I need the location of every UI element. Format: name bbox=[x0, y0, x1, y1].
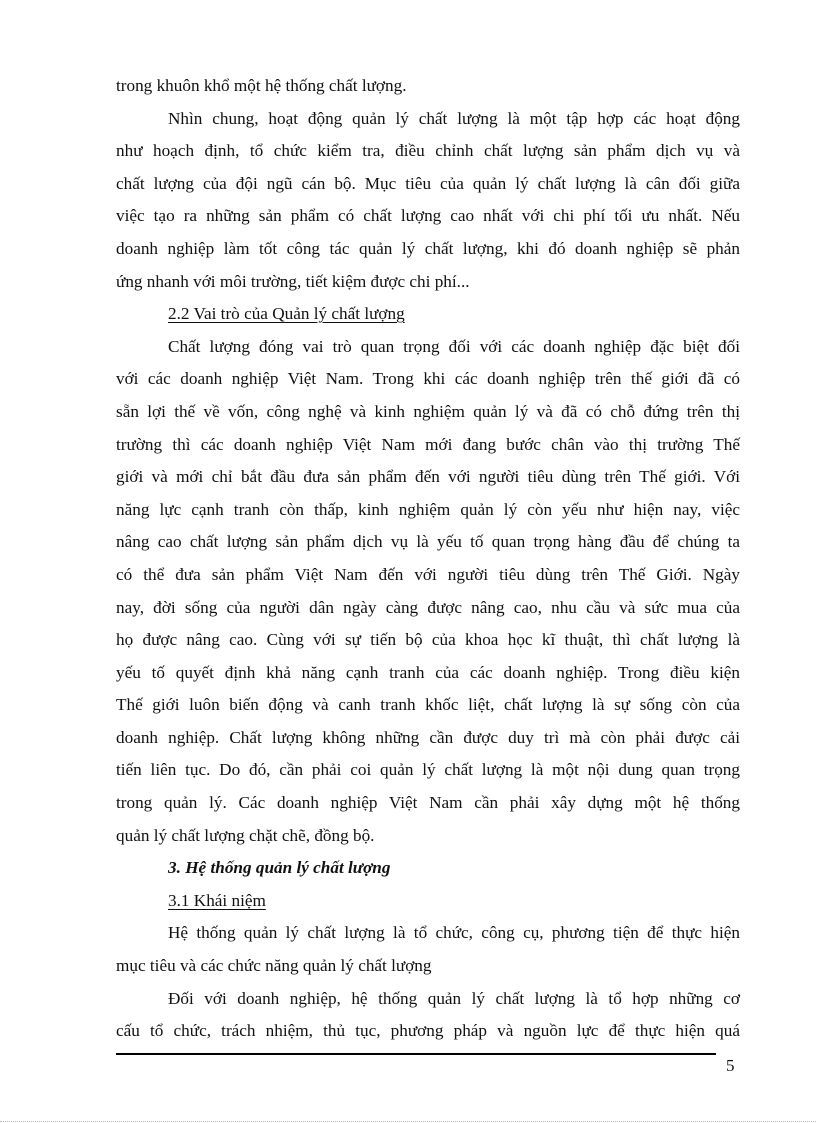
text-line: doanh nghiệp. Chất lượng không những cần được duy trì mà còn phải được cải bbox=[116, 727, 740, 747]
text-line: họ được nâng cao. Cùng với sự tiến bộ của khoa học kĩ thuật, thì chất lượng là bbox=[116, 630, 740, 650]
text-line: Nhìn chung, hoạt động quản lý chất lượng là một tập hợp các hoạt động bbox=[168, 108, 740, 128]
text-line: ứng nhanh với môi trường, tiết kiệm được chi phí... bbox=[116, 271, 470, 291]
section-heading-3-1 bbox=[116, 885, 740, 918]
section-heading-2-2 bbox=[116, 298, 740, 331]
text-line: trong quản lý. Các doanh nghiệp Việt Nam cần phải xây dựng một hệ thống bbox=[116, 793, 740, 813]
text-line: như hoạch định, tổ chức kiểm tra, điều chỉnh chất lượng sản phẩm dịch vụ và bbox=[116, 141, 740, 161]
footer-rule bbox=[116, 1053, 716, 1055]
text-line: quản lý chất lượng chặt chẽ, đồng bộ. bbox=[116, 825, 375, 845]
section-heading-3: 3. Hệ thống quản lý chất lượng bbox=[168, 858, 391, 878]
text-line: yếu tố quyết định khả năng cạnh tranh của các doanh nghiệp. Trong điều kiện bbox=[116, 662, 740, 682]
text-line: trường thì các doanh nghiệp Việt Nam mới đang bước chân vào thị trường Thế bbox=[116, 434, 740, 454]
text-line: doanh nghiệp làm tốt công tác quản lý chất lượng, khi đó doanh nghiệp sẽ phản bbox=[116, 238, 740, 258]
text-line: tiến liên tục. Do đó, cần phải coi quản lý chất lượng là một nội dung quan trọng bbox=[116, 760, 740, 780]
text-line: cấu tổ chức, trách nhiệm, thủ tục, phương pháp và nguồn lực để thực hiện quá bbox=[116, 1021, 740, 1041]
text-line: việc tạo ra những sản phẩm có chất lượng cao nhất với chi phí tối ưu nhất. Nếu bbox=[116, 206, 740, 226]
section-heading-text: 3.1 Khái niệm bbox=[168, 890, 266, 910]
page-edge-dotted-line bbox=[0, 1121, 816, 1122]
text-line: với các doanh nghiệp Việt Nam. Trong khi các doanh nghiệp trên thế giới đã có bbox=[116, 369, 740, 389]
text-line: năng lực cạnh tranh còn thấp, kinh nghiệm quản lý còn yếu như hiện nay, việc bbox=[116, 499, 740, 519]
section-heading-text: 2.2 Vai trò của Quản lý chất lượng bbox=[168, 304, 405, 324]
text-line: chất lượng của đội ngũ cán bộ. Mục tiêu của quản lý chất lượng là cân đối giữa bbox=[116, 173, 740, 193]
text-line: trong khuôn khổ một hệ thống chất lượng. bbox=[116, 76, 407, 95]
text-line: nay, đời sống của người dân ngày càng được nâng cao, nhu cầu và sức mua của bbox=[116, 597, 740, 617]
text-line: sẵn lợi thế về vốn, công nghệ và kinh nghiệm quản lý và đã có chỗ đứng trên thị bbox=[116, 401, 740, 421]
text-line: giới và mới chỉ bắt đầu đưa sản phẩm đến với người tiêu dùng trên Thế giới. Với bbox=[116, 467, 740, 487]
document-page bbox=[116, 70, 740, 1048]
text-line: nâng cao chất lượng sản phẩm dịch vụ là yếu tố quan trọng hàng đầu để chúng ta bbox=[116, 532, 740, 552]
text-line: mục tiêu và các chức năng quản lý chất lượng bbox=[116, 956, 432, 976]
text-line: có thể đưa sản phẩm Việt Nam đến với người tiêu dùng trên Thế Giới. Ngày bbox=[116, 564, 740, 584]
text-line: Hệ thống quản lý chất lượng là tổ chức, công cụ, phương tiện để thực hiện bbox=[168, 923, 740, 943]
text-line: Chất lượng đóng vai trò quan trọng đối với các doanh nghiệp đặc biệt đối bbox=[168, 336, 740, 356]
text-line: Đối với doanh nghiệp, hệ thống quản lý chất lượng là tổ hợp những cơ bbox=[168, 988, 740, 1008]
page-number: 5 bbox=[726, 1056, 735, 1075]
text-line: Thế giới luôn biến động và canh tranh khốc liệt, chất lượng là sự sống còn của bbox=[116, 695, 740, 715]
